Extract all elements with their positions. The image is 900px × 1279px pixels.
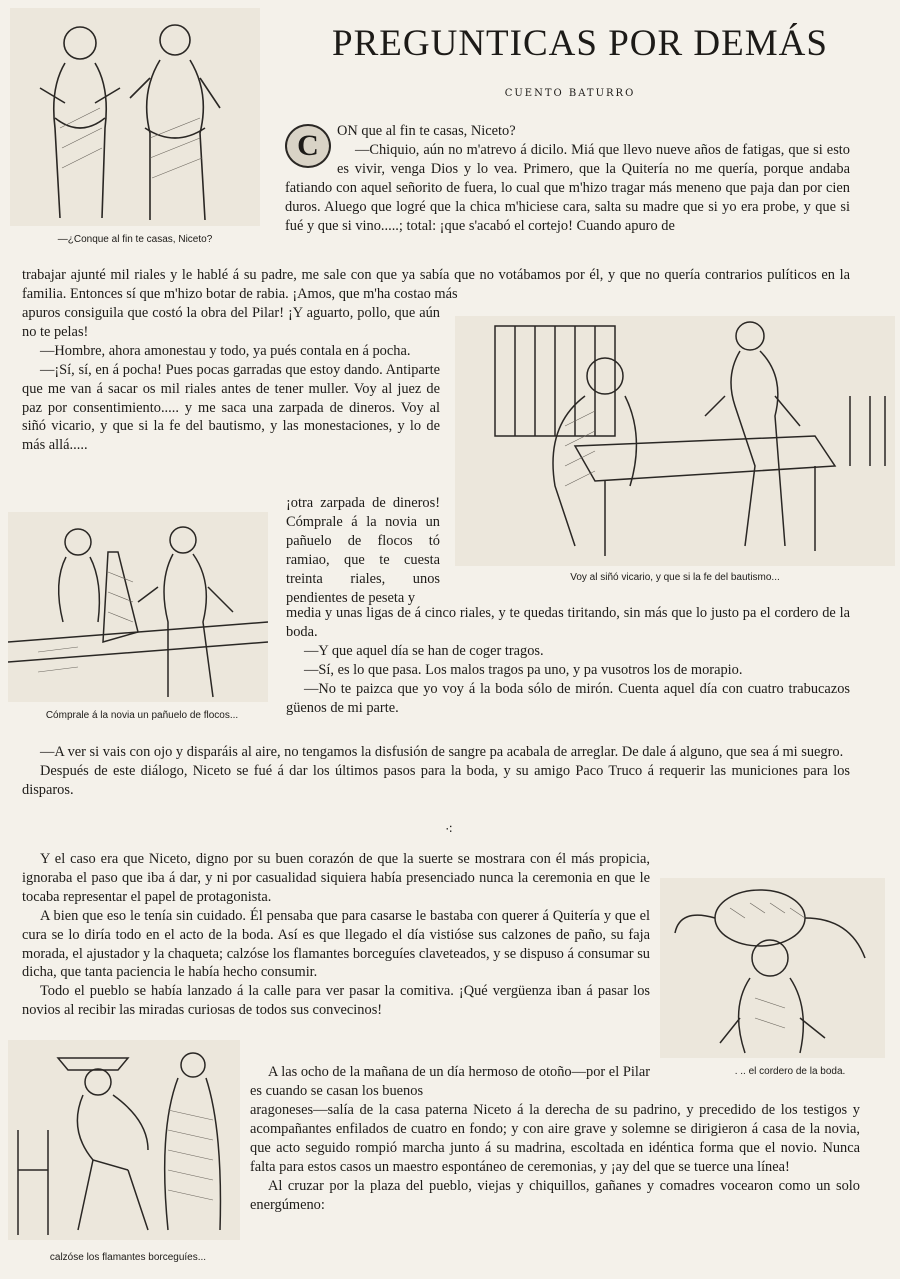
text-block-8	[250, 1063, 650, 1101]
caption-fig3: Cómprale á la novia un pañuelo de flocos...	[45, 710, 239, 721]
text-block-3	[22, 304, 440, 455]
text-block-2	[22, 266, 850, 304]
sketch-icon	[660, 878, 885, 1058]
text-block-5	[286, 604, 850, 717]
paragraph: trabajar ajunté mil riales y le hablé á su padre, me sale con que ya sabía que no votábamos por él, y que no quería contrarios pulíticos en la familia. Entonces sí que m'hizo botar de rabia. ¡Amos, que m'ha costao más	[22, 267, 850, 302]
sketch-icon	[8, 1040, 240, 1240]
caption-fig2: Voy al siñó vicario, y que si la fe del bautismo...	[570, 572, 780, 583]
sketch-icon	[10, 8, 260, 226]
section-separator: ⁖	[444, 822, 456, 838]
text-block-6	[22, 743, 850, 800]
paragraph: aragoneses—salía de la casa paterna Niceto á la derecha de su padrino, y precedido de los testigos y acompañantes enfilados de cuatro en fondo; y con aire grave y solemne se dirigieron á casa de la novia, que acto seguido rompió marcha junto á su madrina, escoltada en idéntica forma que el novio. Nunca falta para estos casos un maestro espontáneo de ceremonias, y ¡ay del que se tuerce una línea!	[250, 1102, 860, 1175]
paragraph: —No te paizca que yo voy á la boda sólo de mirón. Cuenta aquel día con cuatro trabucazos güenos de mi parte.	[286, 680, 850, 716]
sketch-icon	[455, 316, 895, 566]
paragraph: —Sí, es lo que pasa. Los malos tragos pa uno, y pa vusotros los de morapio.	[304, 661, 743, 678]
paragraph: A las ocho de la mañana de un día hermoso de otoño—por el Pilar es cuando se casan los buenos	[250, 1064, 650, 1099]
paragraph: —A ver si vais con ojo y disparáis al aire, no tengamos la disfusión de sangre pa acabala de arreglar. De dale á alguno, que sea á mi suegro.	[40, 744, 844, 760]
page-subtitle: CUENTO BATURRO	[504, 88, 636, 99]
paragraph: apuros consiguila que costó la obra del Pilar! ¡Y aguarto, pollo, que aún no te pelas!	[22, 305, 440, 340]
paragraph: Al cruzar por la plaza del pueblo, viejas y chiquillos, gañanes y comadres vocearon como un solo energúmeno:	[250, 1177, 860, 1213]
illustration-lamb	[660, 878, 885, 1058]
paragraph: —¡Sí, sí, en á pocha! Pues pocas garradas que estoy dando. Antiparte que me van á sacar os mil riales antes de tener muller. Voy al juez de paz por consentimiento..... y me saca una zarpada de dineros. Voy al siñó vicario, y que si la fe del bautismo, y las monestaciones, y lo de más allá.....	[22, 361, 440, 454]
caption-fig4: . .. el cordero de la boda.	[734, 1066, 846, 1077]
paragraph: media y unas ligas de á cinco riales, y te quedas tiritando, sin más que lo justo pa el cordero de la boda.	[286, 605, 850, 640]
illustration-vicar-scene	[455, 316, 895, 566]
page-title: PREGUNTICAS POR DEMÁS	[332, 23, 828, 64]
caption-fig1: —¿Conque al fin te casas, Niceto?	[57, 234, 213, 245]
paragraph: ON que al fin te casas, Niceto?	[337, 123, 516, 139]
text-block-1	[285, 122, 850, 235]
dropcap: C	[285, 124, 331, 168]
paragraph: A bien que eso le tenía sin cuidado. Él pensaba que para casarse le bastaba con querer á Quitería y que el cura se lo diría todo en el acto de la boda. Así es que llegado el día vistióse sus calzones de paño, su faja morada, el ajustador y la chaqueta; calzóse los flamantes borceguíes claveteados, y se dispuso á consumar su dicha, que tanta paciencia le había hecho consumir.	[22, 907, 650, 981]
paragraph: Después de este diálogo, Niceto se fué á dar los últimos pasos para la boda, y su amigo Paco Truco á requerir las municiones para los disparos.	[22, 762, 850, 798]
text-block-7	[22, 850, 650, 1020]
illustration-scarf-scene	[8, 512, 268, 702]
text-block-4	[286, 494, 440, 607]
illustration-two-villagers	[10, 8, 260, 226]
text-block-9	[250, 1101, 860, 1214]
paragraph: ¡otra zarpada de dineros! Cómprale á la novia un pañuelo de flocos tó ramiao, que te cuesta treinta riales, unos pendientes de peseta y	[286, 495, 440, 606]
paragraph: —Hombre, ahora amonestau y todo, ya pués contala en á pocha.	[40, 342, 411, 359]
caption-fig5: calzóse los flamantes borceguíes...	[49, 1252, 207, 1263]
illustration-boots-scene	[8, 1040, 240, 1240]
paragraph: —Y que aquel día se han de coger tragos.	[304, 642, 544, 659]
paragraph: Y el caso era que Niceto, digno por su buen corazón de que la suerte se mostrara con él más propicia, ignoraba el paso que iba á dar, y ni por casualidad siquiera había presenciado nunca la ceremonia en que le tocaba representar el papel de protagonista.	[22, 851, 650, 905]
paragraph: Todo el pueblo se había lanzado á la calle para ver pasar la comitiva. ¡Qué vergüenza iban á pasar los novios al recibir las miradas curiosas de todos sus convecinos!	[22, 983, 650, 1019]
paragraph: —Chiquio, aún no m'atrevo á dicilo. Miá que llevo nueve años de fatigas, que si esto es vivir, venga Dios y lo vea. Primero, que la Quitería no me quería, porque andaba fatiando con aquel señorito de fuera, lo cual que m'hizo tragar más meneno que paja dan por cien duros. Aluego que logré que la chica m'hiciese cara, salta su madre que si yo era probe, y que si fué y que si vino.....; total: ¡que s'acabó el cortejo! Cuando apuro de	[285, 141, 850, 234]
sketch-icon	[8, 512, 268, 702]
